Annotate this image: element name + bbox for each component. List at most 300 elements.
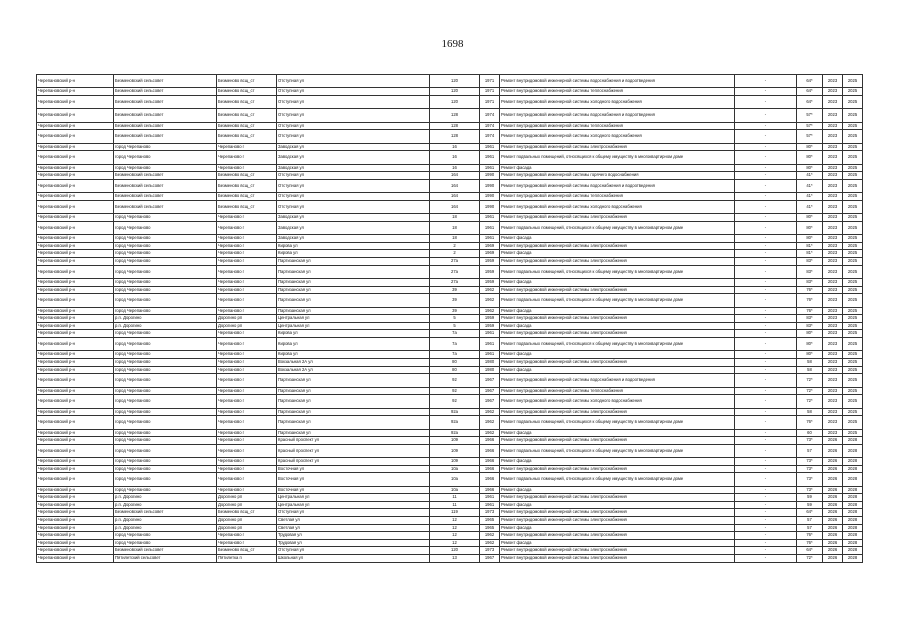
municipality-cell: город Черепаново bbox=[114, 250, 217, 258]
settlement-cell: Дорогино рп bbox=[217, 494, 277, 502]
settlement-cell: Черепаново г bbox=[217, 294, 277, 307]
year-cell: 1959 bbox=[480, 322, 500, 330]
district-cell: Черепановский р-н bbox=[37, 95, 114, 108]
wear-cell: 83* bbox=[797, 315, 823, 323]
end-year-cell: 2028 bbox=[843, 458, 863, 466]
wear-cell: 64* bbox=[797, 509, 823, 517]
settlement-cell: Черепаново г bbox=[217, 286, 277, 294]
table-row bbox=[37, 242, 863, 250]
municipality-cell: город Черепаново bbox=[114, 265, 217, 278]
wear-cell: 72* bbox=[797, 395, 823, 408]
district-cell: Черепановский р-н bbox=[37, 358, 114, 366]
table-row bbox=[37, 315, 863, 323]
start-year-cell: 2023 bbox=[823, 242, 843, 250]
end-year-cell: 2025 bbox=[843, 294, 863, 307]
dash-cell: - bbox=[735, 517, 797, 525]
settlement-cell: Черепаново г bbox=[217, 408, 277, 416]
year-cell: 1966 bbox=[480, 444, 500, 457]
wear-cell: 73* bbox=[797, 465, 823, 473]
dash-cell: - bbox=[735, 200, 797, 213]
start-year-cell: 2023 bbox=[823, 286, 843, 294]
end-year-cell: 2025 bbox=[843, 258, 863, 266]
district-cell: Черепановский р-н bbox=[37, 416, 114, 429]
street-cell: Отступная ул bbox=[277, 179, 430, 192]
table-row bbox=[37, 395, 863, 408]
work-type-cell: Ремонт внутридомовой инженерной системы электроснабжения bbox=[500, 494, 735, 502]
district-cell: Черепановский р-н bbox=[37, 143, 114, 151]
table-row bbox=[37, 532, 863, 540]
end-year-cell: 2028 bbox=[843, 501, 863, 509]
year-cell: 1971 bbox=[480, 75, 500, 88]
work-type-cell: Ремонт фасада bbox=[500, 539, 735, 547]
year-cell: 1959 bbox=[480, 258, 500, 266]
municipality-cell: Безменовский сельсовет bbox=[114, 109, 217, 122]
dash-cell: - bbox=[735, 524, 797, 532]
municipality-cell: город Черепаново bbox=[114, 437, 217, 445]
work-type-cell: Ремонт фасада bbox=[500, 279, 735, 287]
year-cell: 1967 bbox=[480, 387, 500, 395]
house-cell: 27а bbox=[430, 279, 480, 287]
dash-cell: - bbox=[735, 294, 797, 307]
wear-cell: 76* bbox=[797, 532, 823, 540]
wear-cell: 59 bbox=[797, 501, 823, 509]
start-year-cell: 2023 bbox=[823, 322, 843, 330]
table-row bbox=[37, 322, 863, 330]
table-row bbox=[37, 429, 863, 437]
dash-cell: - bbox=[735, 338, 797, 351]
district-cell: Черепановский р-н bbox=[37, 517, 114, 525]
street-cell: Красный проспект ул bbox=[277, 444, 430, 457]
end-year-cell: 2025 bbox=[843, 330, 863, 338]
dash-cell: - bbox=[735, 532, 797, 540]
start-year-cell: 2026 bbox=[823, 465, 843, 473]
wear-cell: 57 bbox=[797, 524, 823, 532]
table-row bbox=[37, 250, 863, 258]
street-cell: Отступная ул bbox=[277, 193, 430, 201]
end-year-cell: 2025 bbox=[843, 151, 863, 164]
work-type-cell: Ремонт внутридомовой инженерной системы электроснабжения bbox=[500, 532, 735, 540]
house-cell: 92а bbox=[430, 408, 480, 416]
end-year-cell: 2025 bbox=[843, 408, 863, 416]
street-cell: Школьная ул bbox=[277, 555, 430, 563]
street-cell: Партизанская ул bbox=[277, 258, 430, 266]
settlement-cell: Черепаново г bbox=[217, 258, 277, 266]
end-year-cell: 2025 bbox=[843, 200, 863, 213]
start-year-cell: 2023 bbox=[823, 387, 843, 395]
municipality-cell: город Черепаново bbox=[114, 465, 217, 473]
table-row bbox=[37, 555, 863, 563]
dash-cell: - bbox=[735, 429, 797, 437]
dash-cell: - bbox=[735, 501, 797, 509]
district-cell: Черепановский р-н bbox=[37, 258, 114, 266]
district-cell: Черепановский р-н bbox=[37, 214, 114, 222]
table-row bbox=[37, 366, 863, 374]
house-cell: 10а bbox=[430, 465, 480, 473]
end-year-cell: 2025 bbox=[843, 88, 863, 96]
district-cell: Черепановский р-н bbox=[37, 330, 114, 338]
work-type-cell: Ремонт внутридомовой инженерной системы водоснабжения и водоотведения bbox=[500, 109, 735, 122]
wear-cell: 57 bbox=[797, 517, 823, 525]
district-cell: Черепановский р-н bbox=[37, 395, 114, 408]
start-year-cell: 2023 bbox=[823, 395, 843, 408]
year-cell: 1965 bbox=[480, 517, 500, 525]
year-cell: 1961 bbox=[480, 494, 500, 502]
wear-cell: 41* bbox=[797, 172, 823, 180]
end-year-cell: 2025 bbox=[843, 172, 863, 180]
wear-cell: 83* bbox=[797, 258, 823, 266]
dash-cell: - bbox=[735, 374, 797, 387]
municipality-cell: город Черепаново bbox=[114, 286, 217, 294]
street-cell: Партизанская ул bbox=[277, 307, 430, 315]
year-cell: 1980 bbox=[480, 358, 500, 366]
work-type-cell: Ремонт подвальных помещений, относящихся к общему имуществу в многоквартирном доме bbox=[500, 416, 735, 429]
dash-cell: - bbox=[735, 437, 797, 445]
house-cell: 18 bbox=[430, 214, 480, 222]
municipality-cell: Безменовский сельсовет bbox=[114, 75, 217, 88]
table-row bbox=[37, 358, 863, 366]
start-year-cell: 2023 bbox=[823, 143, 843, 151]
page-number: 1698 bbox=[441, 38, 464, 50]
work-type-cell: Ремонт фасада bbox=[500, 486, 735, 494]
year-cell: 1961 bbox=[480, 143, 500, 151]
settlement-cell: Черепаново г bbox=[217, 338, 277, 351]
settlement-cell: Дорогино рп bbox=[217, 501, 277, 509]
municipality-cell: город Черепаново bbox=[114, 408, 217, 416]
wear-cell: 73* bbox=[797, 458, 823, 466]
house-cell: 128 bbox=[430, 130, 480, 143]
start-year-cell: 2023 bbox=[823, 429, 843, 437]
municipality-cell: город Черепаново bbox=[114, 242, 217, 250]
end-year-cell: 2025 bbox=[843, 429, 863, 437]
start-year-cell: 2026 bbox=[823, 539, 843, 547]
year-cell: 1962 bbox=[480, 416, 500, 429]
table-row bbox=[37, 122, 863, 130]
start-year-cell: 2026 bbox=[823, 532, 843, 540]
year-cell: 1973 bbox=[480, 509, 500, 517]
table-row bbox=[37, 509, 863, 517]
year-cell: 1973 bbox=[480, 547, 500, 555]
start-year-cell: 2026 bbox=[823, 517, 843, 525]
district-cell: Черепановский р-н bbox=[37, 547, 114, 555]
district-cell: Черепановский р-н bbox=[37, 509, 114, 517]
municipality-cell: Безменовский сельсовет bbox=[114, 88, 217, 96]
work-type-cell: Ремонт внутридомовой инженерной системы электроснабжения bbox=[500, 358, 735, 366]
work-type-cell: Ремонт фасада bbox=[500, 250, 735, 258]
municipality-cell: Безменовский сельсовет bbox=[114, 509, 217, 517]
municipality-cell: город Черепаново bbox=[114, 143, 217, 151]
start-year-cell: 2023 bbox=[823, 235, 843, 243]
settlement-cell: Черепаново г bbox=[217, 250, 277, 258]
start-year-cell: 2023 bbox=[823, 307, 843, 315]
work-type-cell: Ремонт фасада bbox=[500, 458, 735, 466]
work-type-cell: Ремонт внутридомовой инженерной системы электроснабжения bbox=[500, 408, 735, 416]
house-cell: 12 bbox=[430, 517, 480, 525]
dash-cell: - bbox=[735, 75, 797, 88]
work-type-cell: Ремонт подвальных помещений, относящихся к общему имуществу в многоквартирном доме bbox=[500, 221, 735, 234]
work-type-cell: Ремонт внутридомовой инженерной системы электроснабжения bbox=[500, 330, 735, 338]
district-cell: Черепановский р-н bbox=[37, 539, 114, 547]
dash-cell: - bbox=[735, 547, 797, 555]
street-cell: Восточная ул bbox=[277, 473, 430, 486]
street-cell: Партизанская ул bbox=[277, 416, 430, 429]
municipality-cell: город Черепаново bbox=[114, 374, 217, 387]
work-type-cell: Ремонт подвальных помещений, относящихся к общему имуществу в многоквартирном доме bbox=[500, 444, 735, 457]
wear-cell: 83* bbox=[797, 265, 823, 278]
street-cell: Заводская ул bbox=[277, 221, 430, 234]
work-type-cell: Ремонт внутридомовой инженерной системы холодного водоснабжения bbox=[500, 200, 735, 213]
wear-cell: 72* bbox=[797, 555, 823, 563]
wear-cell: 57* bbox=[797, 130, 823, 143]
end-year-cell: 2025 bbox=[843, 122, 863, 130]
start-year-cell: 2023 bbox=[823, 408, 843, 416]
house-cell: 27а bbox=[430, 258, 480, 266]
district-cell: Черепановский р-н bbox=[37, 200, 114, 213]
municipality-cell: город Черепаново bbox=[114, 279, 217, 287]
settlement-cell: Черепаново г bbox=[217, 437, 277, 445]
district-cell: Черепановский р-н bbox=[37, 555, 114, 563]
house-cell: 109 bbox=[430, 437, 480, 445]
dash-cell: - bbox=[735, 408, 797, 416]
work-type-cell: Ремонт фасада bbox=[500, 307, 735, 315]
end-year-cell: 2028 bbox=[843, 517, 863, 525]
table-row bbox=[37, 279, 863, 287]
municipality-cell: Безменовский сельсовет bbox=[114, 130, 217, 143]
settlement-cell: Черепаново г bbox=[217, 465, 277, 473]
district-cell: Черепановский р-н bbox=[37, 193, 114, 201]
dash-cell: - bbox=[735, 509, 797, 517]
street-cell: Кирова ул bbox=[277, 330, 430, 338]
end-year-cell: 2028 bbox=[843, 465, 863, 473]
table-row bbox=[37, 539, 863, 547]
municipality-cell: город Черепаново bbox=[114, 444, 217, 457]
start-year-cell: 2023 bbox=[823, 214, 843, 222]
street-cell: Кирова ул bbox=[277, 250, 430, 258]
street-cell: Кирова ул bbox=[277, 338, 430, 351]
settlement-cell: Черепаново г bbox=[217, 458, 277, 466]
wear-cell: 81* bbox=[797, 242, 823, 250]
district-cell: Черепановский р-н bbox=[37, 338, 114, 351]
municipality-cell: город Черепаново bbox=[114, 294, 217, 307]
district-cell: Черепановский р-н bbox=[37, 75, 114, 88]
house-cell: 120 bbox=[430, 75, 480, 88]
dash-cell: - bbox=[735, 395, 797, 408]
end-year-cell: 2025 bbox=[843, 338, 863, 351]
start-year-cell: 2026 bbox=[823, 547, 843, 555]
wear-cell: 57* bbox=[797, 122, 823, 130]
table-row bbox=[37, 517, 863, 525]
settlement-cell: Черепаново г bbox=[217, 235, 277, 243]
work-type-cell: Ремонт внутридомовой инженерной системы теплоснабжения bbox=[500, 122, 735, 130]
municipality-cell: город Черепаново bbox=[114, 330, 217, 338]
work-type-cell: Ремонт внутридомовой инженерной системы холодного водоснабжения bbox=[500, 130, 735, 143]
work-type-cell: Ремонт подвальных помещений, относящихся к общему имуществу в многоквартирном доме bbox=[500, 151, 735, 164]
end-year-cell: 2028 bbox=[843, 494, 863, 502]
street-cell: Светлая ул bbox=[277, 517, 430, 525]
table-row bbox=[37, 387, 863, 395]
work-type-cell: Ремонт фасада bbox=[500, 429, 735, 437]
table-row bbox=[37, 179, 863, 192]
street-cell: Отступная ул bbox=[277, 130, 430, 143]
year-cell: 1962 bbox=[480, 429, 500, 437]
end-year-cell: 2028 bbox=[843, 509, 863, 517]
district-cell: Черепановский р-н bbox=[37, 164, 114, 172]
year-cell: 1974 bbox=[480, 109, 500, 122]
end-year-cell: 2025 bbox=[843, 164, 863, 172]
municipality-cell: Безменовский сельсовет bbox=[114, 547, 217, 555]
street-cell: Центральная ул bbox=[277, 494, 430, 502]
municipality-cell: город Черепаново bbox=[114, 416, 217, 429]
start-year-cell: 2023 bbox=[823, 366, 843, 374]
house-cell: 164 bbox=[430, 179, 480, 192]
year-cell: 1965 bbox=[480, 524, 500, 532]
table-row bbox=[37, 143, 863, 151]
table-row bbox=[37, 486, 863, 494]
house-cell: 164 bbox=[430, 200, 480, 213]
dash-cell: - bbox=[735, 143, 797, 151]
table-row bbox=[37, 494, 863, 502]
end-year-cell: 2028 bbox=[843, 437, 863, 445]
municipality-cell: город Черепаново bbox=[114, 164, 217, 172]
year-cell: 1966 bbox=[480, 486, 500, 494]
house-cell: 12 bbox=[430, 539, 480, 547]
start-year-cell: 2026 bbox=[823, 501, 843, 509]
settlement-cell: Безменово всщ_ст bbox=[217, 95, 277, 108]
end-year-cell: 2025 bbox=[843, 279, 863, 287]
dash-cell: - bbox=[735, 286, 797, 294]
district-cell: Черепановский р-н bbox=[37, 307, 114, 315]
street-cell: Партизанская ул bbox=[277, 408, 430, 416]
wear-cell: 83* bbox=[797, 279, 823, 287]
house-cell: 13 bbox=[430, 555, 480, 563]
table-row bbox=[37, 547, 863, 555]
municipality-cell: город Черепаново bbox=[114, 429, 217, 437]
work-type-cell: Ремонт внутридомовой инженерной системы водоснабжения и водоотведения bbox=[500, 179, 735, 192]
work-type-cell: Ремонт фасада bbox=[500, 524, 735, 532]
work-type-cell: Ремонт внутридомовой инженерной системы холодного водоснабжения bbox=[500, 95, 735, 108]
end-year-cell: 2025 bbox=[843, 214, 863, 222]
district-cell: Черепановский р-н bbox=[37, 235, 114, 243]
street-cell: Отступная ул bbox=[277, 109, 430, 122]
end-year-cell: 2025 bbox=[843, 109, 863, 122]
dash-cell: - bbox=[735, 235, 797, 243]
street-cell: Отступная ул bbox=[277, 88, 430, 96]
house-cell: 2 bbox=[430, 242, 480, 250]
year-cell: 1969 bbox=[480, 250, 500, 258]
dash-cell: - bbox=[735, 179, 797, 192]
year-cell: 1961 bbox=[480, 330, 500, 338]
work-type-cell: Ремонт внутридомовой инженерной системы электроснабжения bbox=[500, 286, 735, 294]
house-cell: 128 bbox=[430, 122, 480, 130]
year-cell: 1966 bbox=[480, 465, 500, 473]
start-year-cell: 2023 bbox=[823, 279, 843, 287]
year-cell: 1971 bbox=[480, 88, 500, 96]
house-cell: 7а bbox=[430, 330, 480, 338]
settlement-cell: Черепаново г bbox=[217, 366, 277, 374]
wear-cell: 58 bbox=[797, 358, 823, 366]
work-type-cell: Ремонт подвальных помещений, относящихся к общему имуществу в многоквартирном доме bbox=[500, 294, 735, 307]
street-cell: Заводская ул bbox=[277, 143, 430, 151]
wear-cell: 73* bbox=[797, 437, 823, 445]
street-cell: Кирова ул bbox=[277, 351, 430, 359]
year-cell: 1962 bbox=[480, 539, 500, 547]
street-cell: Центральная ул bbox=[277, 315, 430, 323]
district-cell: Черепановский р-н bbox=[37, 387, 114, 395]
start-year-cell: 2023 bbox=[823, 358, 843, 366]
dash-cell: - bbox=[735, 315, 797, 323]
work-type-cell: Ремонт внутридомовой инженерной системы электроснабжения bbox=[500, 509, 735, 517]
table-row bbox=[37, 374, 863, 387]
dash-cell: - bbox=[735, 122, 797, 130]
year-cell: 1990 bbox=[480, 200, 500, 213]
settlement-cell: Безменово всщ_ст bbox=[217, 172, 277, 180]
district-cell: Черепановский р-н bbox=[37, 315, 114, 323]
street-cell: Партизанская ул bbox=[277, 374, 430, 387]
work-type-cell: Ремонт внутридомовой инженерной системы водоснабжения и водоотведения bbox=[500, 374, 735, 387]
year-cell: 1961 bbox=[480, 214, 500, 222]
end-year-cell: 2028 bbox=[843, 473, 863, 486]
district-cell: Черепановский р-н bbox=[37, 351, 114, 359]
dash-cell: - bbox=[735, 258, 797, 266]
work-type-cell: Ремонт подвальных помещений, относящихся к общему имуществу в многоквартирном доме bbox=[500, 473, 735, 486]
work-type-cell: Ремонт внутридомовой инженерной системы электроснабжения bbox=[500, 465, 735, 473]
settlement-cell: Черепаново г bbox=[217, 214, 277, 222]
district-cell: Черепановский р-н bbox=[37, 279, 114, 287]
wear-cell: 57* bbox=[797, 109, 823, 122]
settlement-cell: Черепаново г bbox=[217, 358, 277, 366]
dash-cell: - bbox=[735, 486, 797, 494]
settlement-cell: Черепаново г bbox=[217, 473, 277, 486]
district-cell: Черепановский р-н bbox=[37, 130, 114, 143]
settlement-cell: Черепаново г bbox=[217, 143, 277, 151]
district-cell: Черепановский р-н bbox=[37, 408, 114, 416]
wear-cell: 59 bbox=[797, 494, 823, 502]
work-type-cell: Ремонт внутридомовой инженерной системы электроснабжения bbox=[500, 437, 735, 445]
district-cell: Черепановский р-н bbox=[37, 250, 114, 258]
settlement-cell: Черепаново г bbox=[217, 351, 277, 359]
wear-cell: 80* bbox=[797, 235, 823, 243]
year-cell: 1962 bbox=[480, 286, 500, 294]
end-year-cell: 2025 bbox=[843, 387, 863, 395]
table-row bbox=[37, 465, 863, 473]
house-cell: 164 bbox=[430, 172, 480, 180]
start-year-cell: 2023 bbox=[823, 164, 843, 172]
municipality-cell: город Черепаново bbox=[114, 151, 217, 164]
year-cell: 1967 bbox=[480, 374, 500, 387]
table-row bbox=[37, 330, 863, 338]
wear-cell: 83* bbox=[797, 322, 823, 330]
house-cell: 119 bbox=[430, 509, 480, 517]
work-type-cell: Ремонт внутридомовой инженерной системы теплоснабжения bbox=[500, 88, 735, 96]
municipality-cell: р.п. Дорогино bbox=[114, 524, 217, 532]
street-cell: Центральная ул bbox=[277, 322, 430, 330]
start-year-cell: 2023 bbox=[823, 221, 843, 234]
municipality-cell: город Черепаново bbox=[114, 473, 217, 486]
work-type-cell: Ремонт фасада bbox=[500, 235, 735, 243]
work-type-cell: Ремонт внутридомовой инженерной системы водоснабжения и водоотведения bbox=[500, 75, 735, 88]
wear-cell: 80* bbox=[797, 330, 823, 338]
district-cell: Черепановский р-н bbox=[37, 501, 114, 509]
street-cell: Партизанская ул bbox=[277, 294, 430, 307]
street-cell: Заводская ул bbox=[277, 151, 430, 164]
district-cell: Черепановский р-н bbox=[37, 179, 114, 192]
municipality-cell: Пятилетский сельсовет bbox=[114, 555, 217, 563]
municipality-cell: город Черепаново bbox=[114, 214, 217, 222]
table-row bbox=[37, 258, 863, 266]
wear-cell: 64* bbox=[797, 88, 823, 96]
house-cell: 7а bbox=[430, 351, 480, 359]
settlement-cell: Безменово всщ_ст bbox=[217, 200, 277, 213]
year-cell: 1966 bbox=[480, 458, 500, 466]
